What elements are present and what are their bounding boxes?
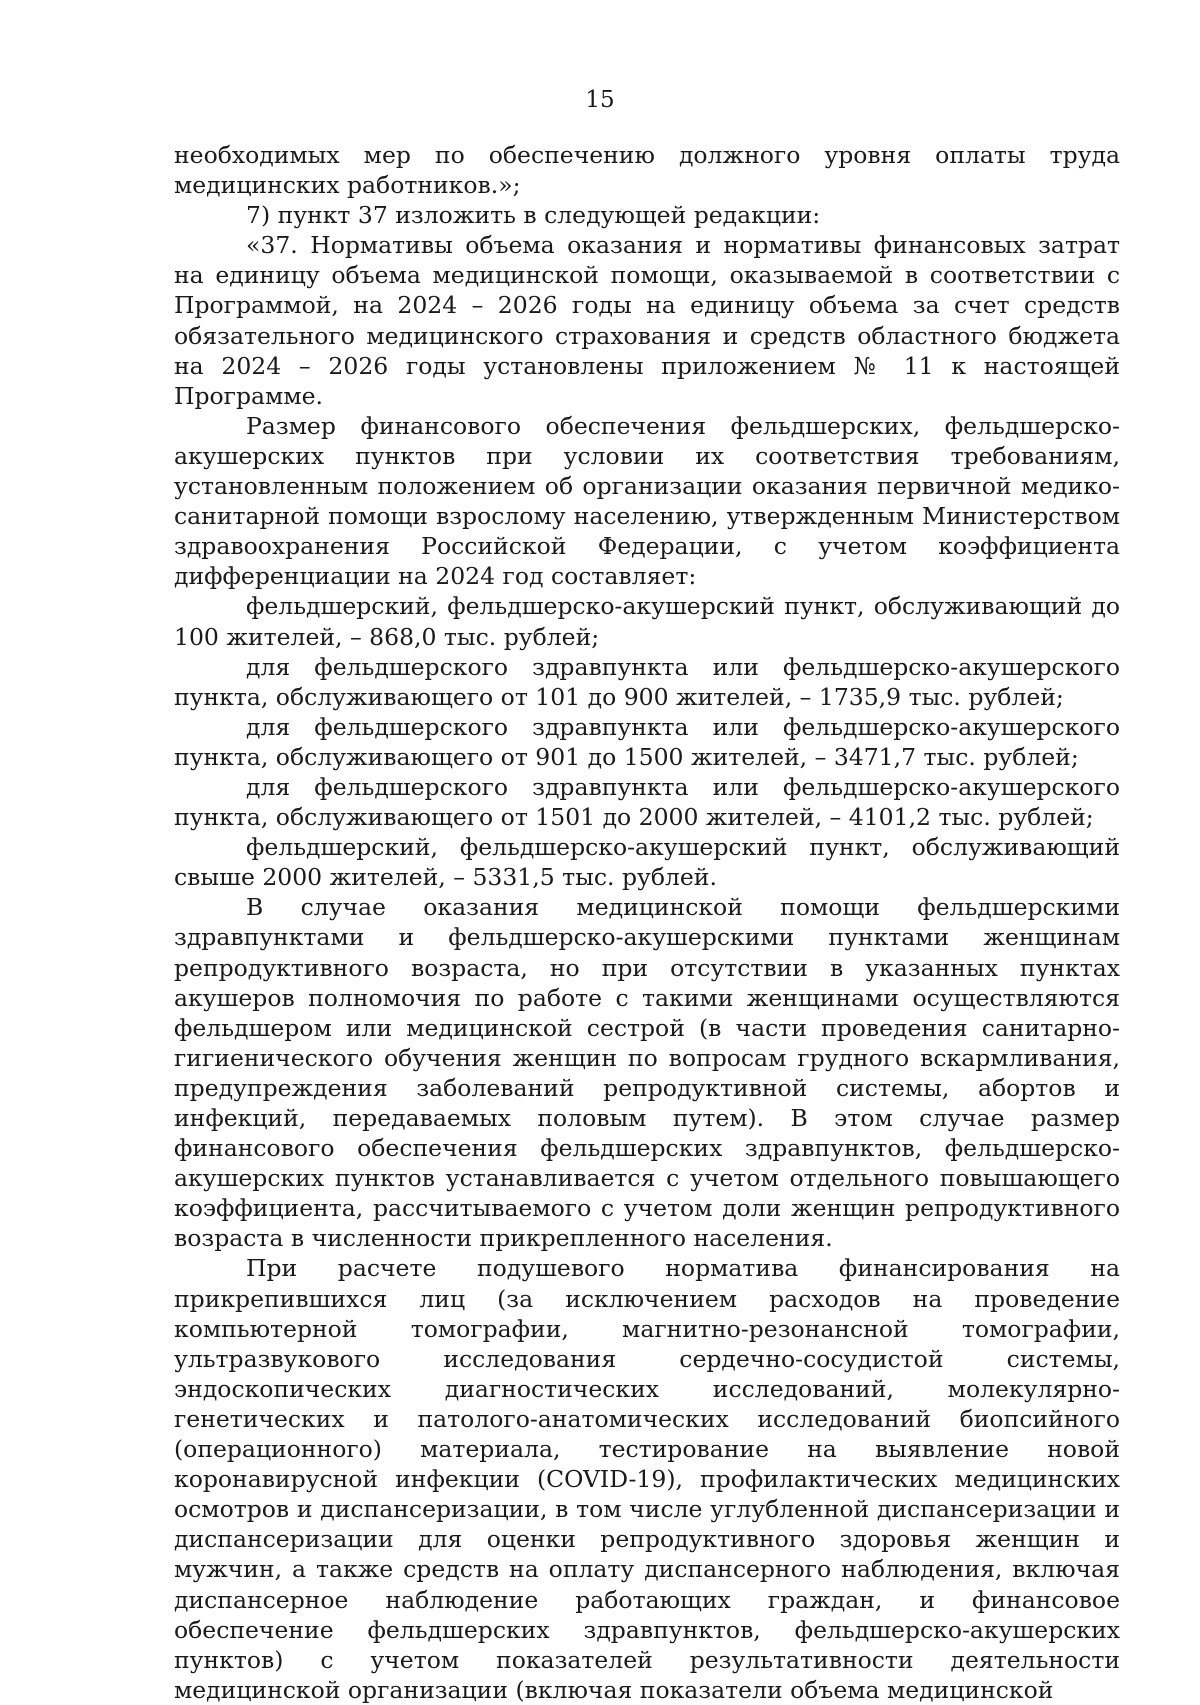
paragraph: необходимых мер по обеспечению должного уровня оплаты труда медицинских работников.»; [174,141,1120,200]
paragraph: 7) пункт 37 изложить в следующей редакции: [246,201,821,230]
paragraph: Размер финансового обеспечения фельдшерских, фельдшерско-акушерских пунктов при условии их соответствия требованиям, установленным положением об организации оказания первичной медико-санитарной помощи взрослому населению, утвержденным Министерством здравоохранения Российской Федерации, с учетом коэффициента дифференциации на 2024 год составляет: [174,411,1120,591]
paragraph: В случае оказания медицинской помощи фельдшерскими здравпунктами и фельдшерско-акушерскими пунктами женщинам репродуктивного возраста, но при отсутствии в указанных пунктах акушеров полномочия по работе с такими женщинами осуществляются фельдшером или медицинской сестрой (в части проведения санитарно-гигиенического обучения женщин по вопросам грудного вскармливания, предупреждения заболеваний репродуктивной системы, абортов и инфекций, передаваемых половым путем). В этом случае размер финансового обеспечения фельдшерских здравпунктов, фельдшерско-акушерских пунктов устанавливается с учетом отдельного повышающего коэффициента, рассчитываемого с учетом доли женщин репродуктивного возраста в численности прикрепленного населения. [174,893,1120,1253]
paragraph: фельдшерский, фельдшерско-акушерский пункт, обслуживающий свыше 2000 жителей, – 5331,5 тыс. рублей. [174,833,1120,892]
paragraph: фельдшерский, фельдшерско-акушерский пункт, обслуживающий до 100 жителей, – 868,0 тыс. рублей; [174,592,1120,651]
paragraph: При расчете подушевого норматива финансирования на прикрепившихся лиц (за исключением расходов на проведение компьютерной томографии, магнитно-резонансной томографии, ультразвукового исследования сердечно-сосудистой системы, эндоскопических диагностических исследований, молекулярно-генетических и патолого-анатомических исследований биопсийного (операционного) материала, тестирование на выявление новой коронавирусной инфекции (COVID-19), профилактических медицинских осмотров и диспансеризации, в том числе углубленной диспансеризации и диспансеризации для оценки репродуктивного здоровья женщин и мужчин, а также средств на оплату диспансерного наблюдения, включая диспансерное наблюдение работающих граждан, и финансовое обеспечение фельдшерских здравпунктов, фельдшерско-акушерских пунктов) с учетом показателей результативности деятельности медицинской организации (включая показатели объема медицинской [174,1254,1120,1704]
paragraph: «37. Нормативы объема оказания и нормативы финансовых затрат на единицу объема медицинской помощи, оказываемой в соответствии с Программой, на 2024 – 2026 годы на единицу объема за счет средств обязательного медицинского страхования и средств областного бюджета на 2024 – 2026 годы установлены приложением № 11 к настоящей Программе. [174,231,1120,410]
paragraph: для фельдшерского здравпункта или фельдшерско-акушерского пункта, обслуживающего от 1501 до 2000 жителей, – 4101,2 тыс. рублей; [174,772,1120,832]
paragraph: для фельдшерского здравпункта или фельдшерско-акушерского пункта, обслуживающего от 901 до 1500 жителей, – 3471,7 тыс. рублей; [174,712,1120,771]
document-body [174,140,1120,1705]
paragraph: для фельдшерского здравпункта или фельдшерско-акушерского пункта, обслуживающего от 101 до 900 жителей, – 1735,9 тыс. рублей; [174,652,1120,711]
page-number: 15 [585,87,615,113]
